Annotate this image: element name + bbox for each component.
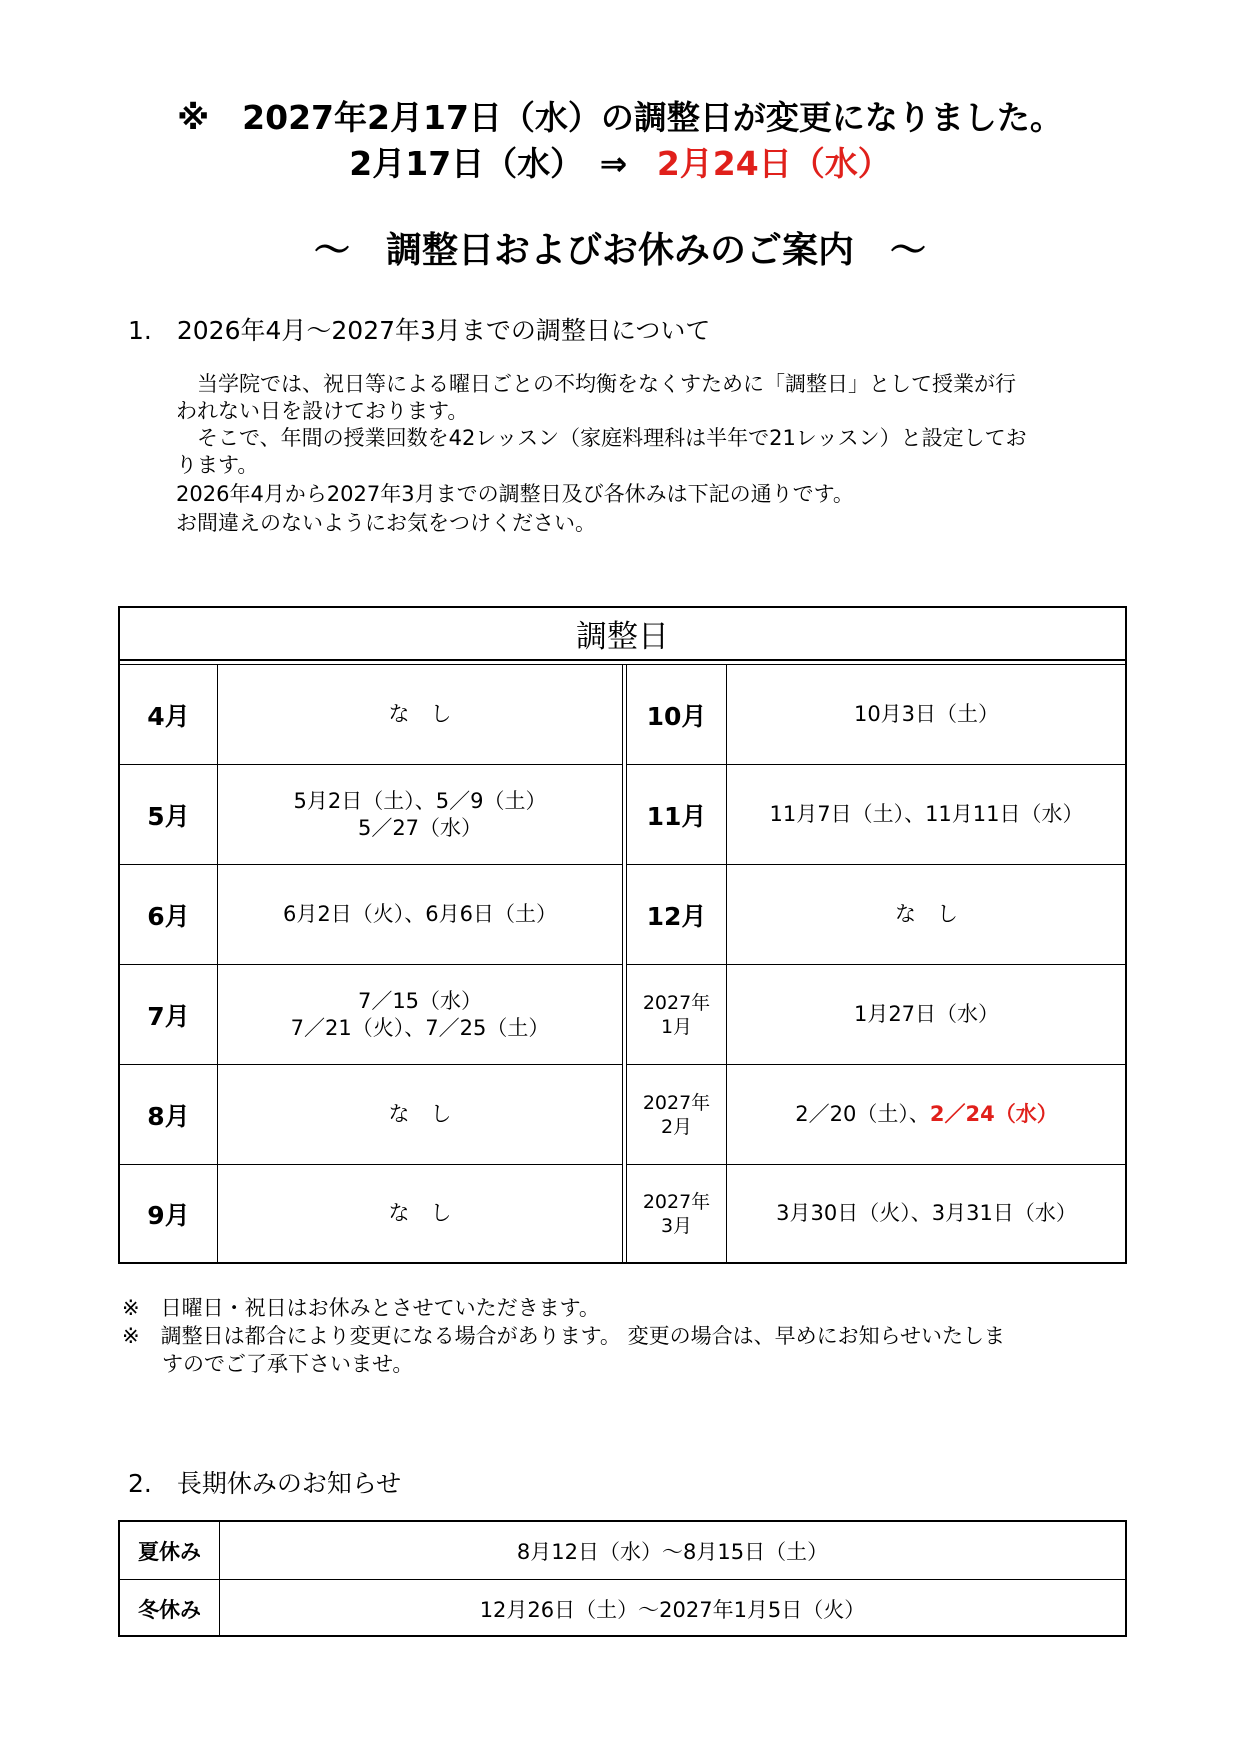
dates-cell bbox=[218, 865, 622, 964]
holiday-dates: 8月12日（水）～8月15日（土） bbox=[516, 1539, 829, 1564]
change-notice-text: ※ 2027年2月17日（水）の調整日が変更になりました。 bbox=[177, 98, 1063, 137]
intro-paragraph-line: お間違えのないようにお気をつけください。 bbox=[176, 511, 596, 535]
table-row bbox=[120, 1522, 1125, 1580]
month-sub: 3月 bbox=[660, 1214, 693, 1237]
page-title: ～ 調整日およびお休みのご案内 ～ bbox=[313, 230, 926, 271]
table-row bbox=[120, 1580, 1125, 1637]
dates-line: な し bbox=[388, 1201, 452, 1225]
dates-cell: 3月30日（火）、3月31日（水） bbox=[776, 1201, 1077, 1225]
table-row bbox=[120, 665, 622, 765]
table-row bbox=[120, 965, 622, 1065]
dates-cell: 11月7日（土）、11月11日（水） bbox=[769, 802, 1084, 826]
month-cell: 12月 bbox=[627, 865, 727, 964]
month-sub: 2月 bbox=[660, 1115, 693, 1138]
table-left-column bbox=[120, 665, 623, 1262]
table-row bbox=[120, 865, 622, 965]
section-heading-holidays: 2. 長期休みのお知らせ bbox=[128, 1469, 402, 1498]
dates-line: 5／27（水） bbox=[357, 815, 483, 840]
dates-cell bbox=[727, 1065, 1126, 1164]
intro-paragraph-line: われない日を設けております。 bbox=[176, 399, 469, 423]
dates-cell bbox=[218, 765, 622, 864]
month-cell bbox=[627, 965, 727, 1064]
holiday-dates: 12月26日（土）～2027年1月5日（火） bbox=[479, 1597, 866, 1622]
dates-cell bbox=[218, 1065, 622, 1164]
old-date: 2月17日（水） ⇒ bbox=[349, 144, 628, 183]
month-year: 2027年 bbox=[642, 991, 711, 1014]
table-header: 調整日 bbox=[120, 608, 1125, 661]
month-sub: 1月 bbox=[660, 1015, 693, 1038]
dates-line: な し bbox=[388, 1102, 452, 1126]
holiday-table bbox=[118, 1520, 1127, 1637]
table-row bbox=[120, 1165, 622, 1262]
month-cell bbox=[627, 1065, 727, 1164]
month-cell: 4月 bbox=[120, 665, 218, 764]
month-cell: 5月 bbox=[120, 765, 218, 864]
table-row bbox=[120, 765, 622, 865]
change-notice-dates bbox=[0, 138, 1240, 185]
month-cell: 10月 bbox=[627, 665, 727, 764]
month-cell bbox=[627, 1165, 727, 1262]
dates-cell bbox=[218, 1165, 622, 1262]
table-row bbox=[627, 1065, 1126, 1165]
note-line: すのでご了承下さいませ。 bbox=[162, 1352, 414, 1376]
changed-date-highlight: 2／24（水） bbox=[929, 1102, 1058, 1126]
note-line: ※ 調整日は都合により変更になる場合があります。 変更の場合は、早めにお知らせいたしま bbox=[122, 1324, 1005, 1348]
table-row bbox=[627, 965, 1126, 1065]
dates-line: な し bbox=[388, 702, 452, 726]
month-cell: 8月 bbox=[120, 1065, 218, 1164]
month-cell: 11月 bbox=[627, 765, 727, 864]
table-row bbox=[627, 1165, 1126, 1262]
dates-cell: 10月3日（土） bbox=[853, 702, 1000, 726]
month-year: 2027年 bbox=[642, 1190, 711, 1213]
dates-line: 6月2日（火）、6月6日（土） bbox=[283, 902, 557, 926]
dates-cell bbox=[218, 665, 622, 764]
table-row bbox=[627, 765, 1126, 865]
dates-cell bbox=[218, 965, 622, 1064]
intro-paragraph-line: 当学院では、祝日等による曜日ごとの不均衡をなくすために「調整日」として授業が行 bbox=[176, 372, 1016, 396]
note-line: ※ 日曜日・祝日はお休みとさせていただきます。 bbox=[122, 1296, 600, 1320]
holiday-label: 夏休み bbox=[120, 1522, 220, 1579]
dates-text: 2／20（土）、 bbox=[795, 1102, 930, 1126]
month-cell: 6月 bbox=[120, 865, 218, 964]
new-date: 2月24日（水） bbox=[656, 144, 891, 183]
month-cell: 7月 bbox=[120, 965, 218, 1064]
dates-cell: な し bbox=[895, 902, 958, 926]
change-notice-line bbox=[0, 92, 1240, 139]
table-row bbox=[627, 665, 1126, 765]
table-right-column bbox=[626, 665, 1126, 1262]
intro-paragraph-line: そこで、年間の授業回数を42レッスン（家庭料理科は半年で21レッスン）と設定してお bbox=[176, 426, 1027, 450]
intro-paragraph-line: ります。 bbox=[176, 453, 259, 477]
month-cell: 9月 bbox=[120, 1165, 218, 1262]
table-row bbox=[627, 865, 1126, 965]
intro-paragraph-line: 2026年4月から2027年3月までの調整日及び各休みは下記の通りです。 bbox=[176, 482, 854, 506]
section-heading-adjustment: 1. 2026年4月～2027年3月までの調整日について bbox=[128, 316, 711, 345]
holiday-label: 冬休み bbox=[120, 1580, 220, 1637]
month-year: 2027年 bbox=[642, 1091, 711, 1114]
table-row bbox=[120, 1065, 622, 1165]
dates-line: 7／21（火）、7／25（土） bbox=[290, 1015, 550, 1040]
dates-line: 5月2日（土）、5／9（土） bbox=[293, 788, 547, 813]
dates-line: 7／15（水） bbox=[357, 988, 483, 1013]
adjustment-day-table bbox=[118, 606, 1127, 1264]
dates-cell: 1月27日（水） bbox=[853, 1002, 1000, 1026]
